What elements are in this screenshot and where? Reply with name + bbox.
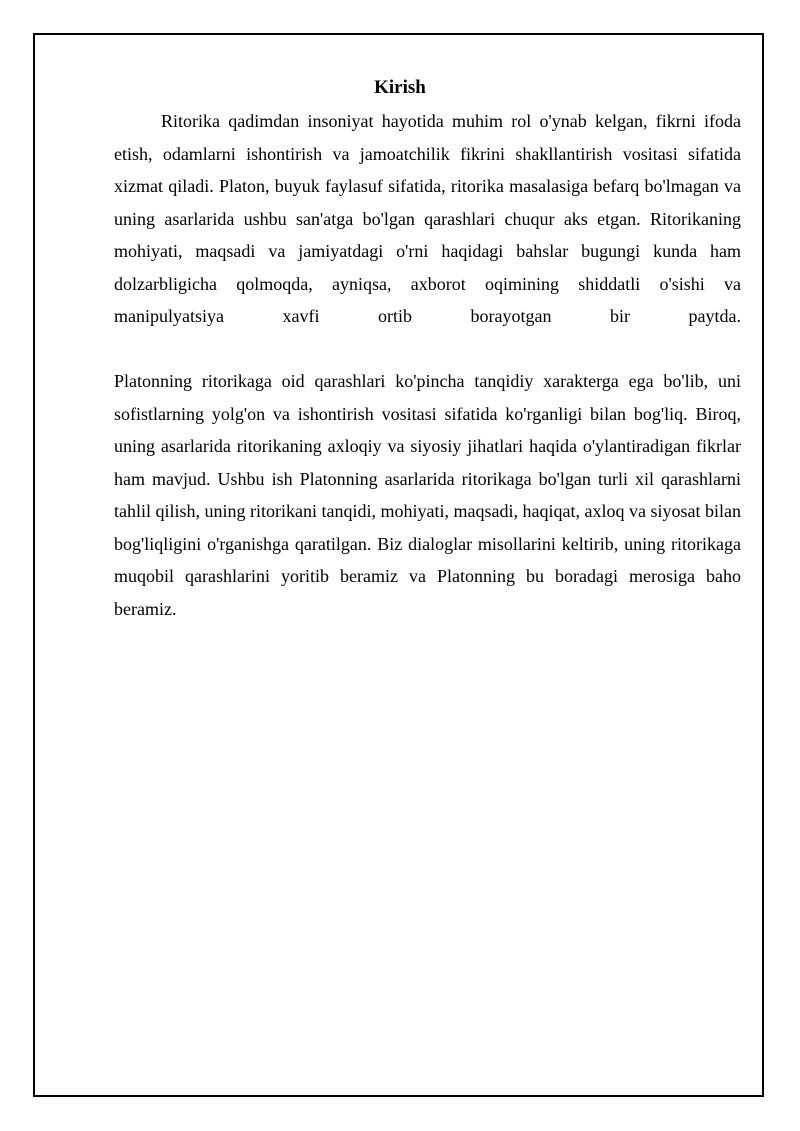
- document-title: Kirish: [374, 77, 426, 98]
- intro-paragraph-2: Platonning ritorikaga oid qarashlari ko'pincha tanqidiy xarakterga ega bo'lib, uni sofistlarning yolg'on va ishontirish vositasi sifatida ko'rganligi bilan bog'liq. Biroq, uning asarlarida ritorikaning axloqiy va siyosiy jihatlari haqida o'ylantiradigan fikrlar ham mavjud. Ushbu ish Platonning asarlarida ritorikaga bo'lgan turli xil qarashlarni tahlil qilish, uning ritorikani tanqidi, mohiyati, maqsadi, haqiqat, axloq va siyosat bilan bog'liqligini o'rganishga qaratilgan. Biz dialoglar misollarini keltirib, uning ritorikaga muqobil qarashlarini yoritib beramiz va Platonning bu boradagi merosiga baho beramiz.: [114, 371, 741, 619]
- intro-paragraph-1: Ritorika qadimdan insoniyat hayotida muhim rol o'ynab kelgan, fikrni ifoda etish, odamlarni ishontirish va jamoatchilik fikrini shakllantirish vositasi sifatida xizmat qiladi. Platon, buyuk faylasuf sifatida, ritorika masalasiga befarq bo'lmagan va uning asarlarida ushbu san'atga bo'lgan qarashlari chuqur aks etgan. Ritorikaning mohiyati, maqsadi va jamiyatdagi o'rni haqidagi bahslar bugungi kunda ham dolzarbligicha qolmoqda, ayniqsa, axborot oqimining shiddatli o'sishi va manipulyatsiya xavfi ortib borayotgan bir paytda.: [114, 111, 741, 326]
